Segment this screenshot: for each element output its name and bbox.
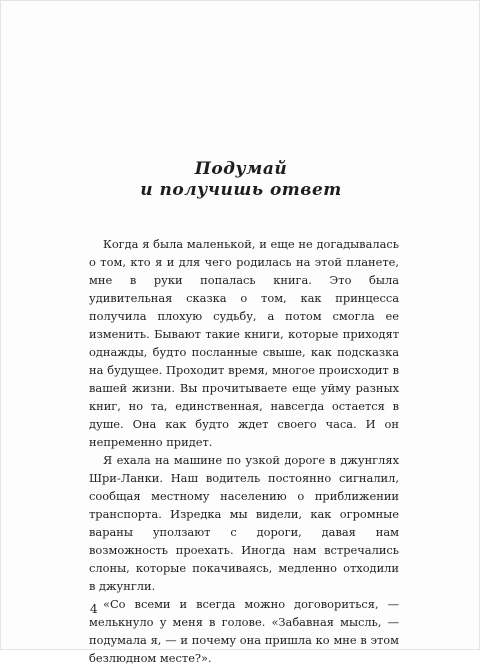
- chapter-title-line-2: и получишь ответ: [140, 180, 342, 200]
- paragraph: «Со всеми и всегда можно договориться, — мелькнуло у меня в голове. «Забавная мысль, — подумала я, — и почему она пришла ко мне в этом безлюдном месте?».: [89, 597, 399, 665]
- chapter-title: [1, 159, 480, 201]
- chapter-title-line-1: Подумай: [194, 159, 288, 179]
- page-number: 4: [90, 602, 98, 616]
- paragraph: Я ехала на машине по узкой дороге в джунглях Шри-Ланки. Наш водитель постоянно сигналил, сообщая местному населению о приближении транспорта. Изредка мы видели, как огромные вараны уползают с дороги, давая нам возможность проехать. Иногда нам встречались слоны, которые покачиваясь, медленно отходили в джунгли.: [89, 453, 399, 593]
- paragraph: Когда я была маленькой, и еще не догадывалась о том, кто я и для чего родилась на этой планете, мне в руки попалась книга. Это была удивительная сказка о том, как принцесса получила плохую судьбу, а потом смогла ее изменить. Бывают такие книги, которые приходят однажды, будто посланные свыше, как подсказка на будущее. Проходит время, многое происходит в вашей жизни. Вы прочитываете еще уйму разных книг, но та, единственная, навсегда остается в душе. Она как будто ждет своего часа. И он непременно придет.: [89, 237, 399, 449]
- chapter-body: [89, 235, 399, 667]
